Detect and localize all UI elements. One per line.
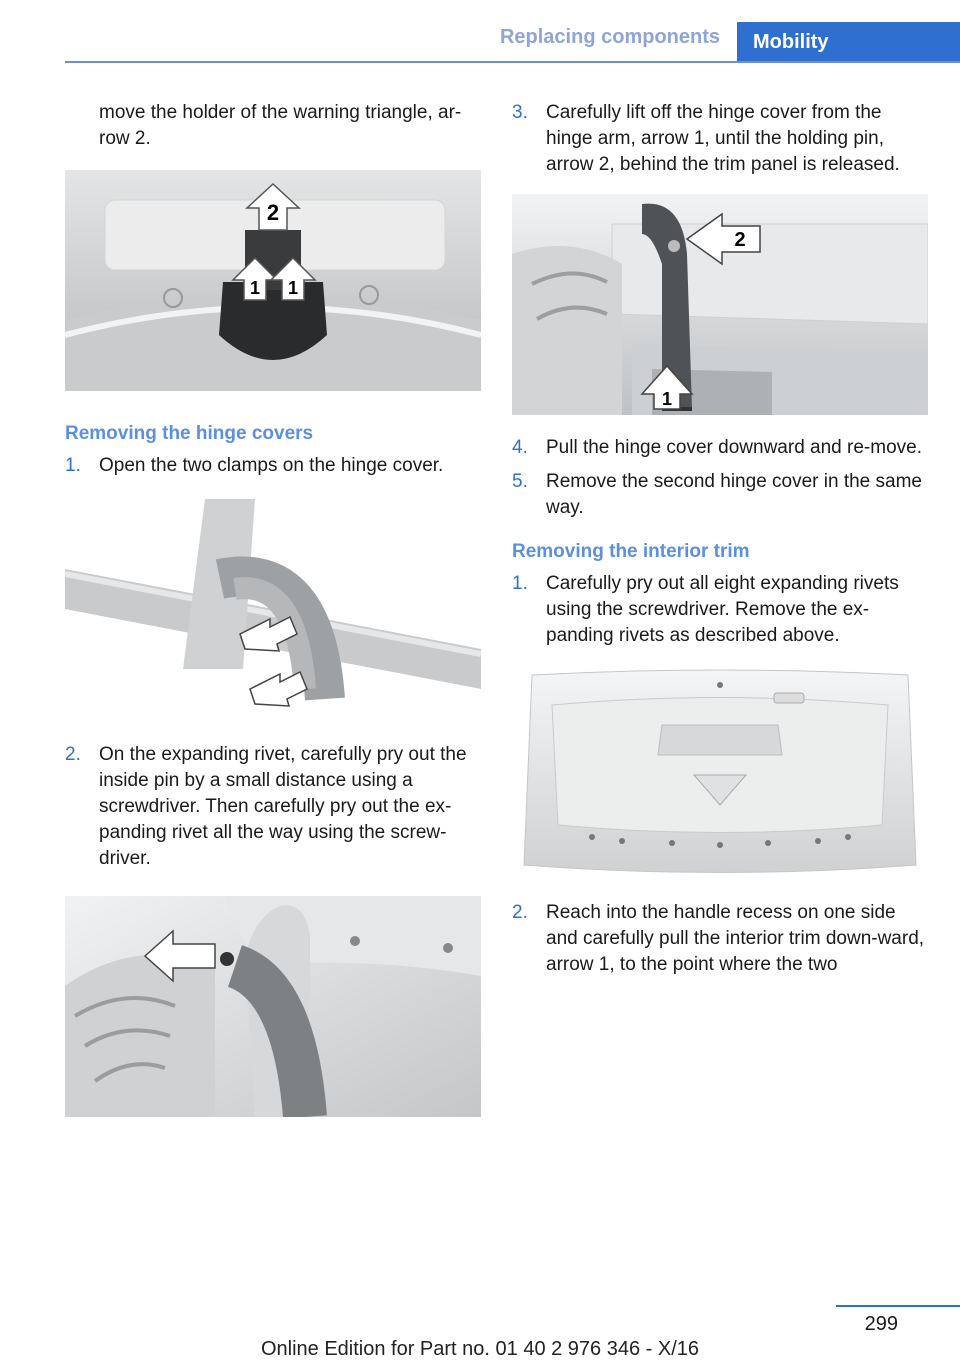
step-number: 1. <box>65 455 81 476</box>
hinge-step-3 <box>512 100 928 178</box>
step-number: 5. <box>512 471 528 492</box>
hinge-step-2 <box>65 742 481 872</box>
fig-hinge-label-2: 2 <box>734 229 746 251</box>
step-text: On the expanding rivet, carefully pry out the inside pin by a small distance using a screwdriver. Then carefully pry out the ex-panding rivet all the way using the screw-driver. <box>99 744 467 869</box>
header-section-title: Replacing components <box>499 26 720 48</box>
figure-hinge-clamps <box>65 499 481 720</box>
figure-hinge-cover-lift <box>512 194 928 415</box>
step-text: Carefully pry out all eight expanding rivets using the screwdriver. Remove the ex-panding rivets as described above. <box>546 573 899 646</box>
step-number: 4. <box>512 437 528 458</box>
page-header <box>0 0 960 64</box>
hinge-step-1 <box>65 453 481 479</box>
step-text: Reach into the handle recess on one side and carefully pull the interior trim down-ward, arrow 1, to the point where the two <box>546 902 925 975</box>
trim-step-1 <box>512 571 928 649</box>
right-column <box>512 100 928 978</box>
trim-step-2 <box>512 900 928 978</box>
page-number: 299 <box>864 1313 898 1335</box>
fig-hinge-label-1: 1 <box>661 389 673 409</box>
step-text: Remove the second hinge cover in the same way. <box>546 471 922 518</box>
fig1-label-1b: 1 <box>287 278 299 298</box>
hinge-step-4 <box>512 435 928 461</box>
fig1-label-1a: 1 <box>249 278 261 298</box>
step-text: Carefully lift off the hinge cover from the hinge arm, arrow 1, until the holding pin, arrow 2, behind the trim panel is released. <box>546 102 900 175</box>
heading-interior-trim: Removing the interior trim <box>512 541 750 562</box>
figure-interior-trim <box>512 665 928 886</box>
step-number: 2. <box>65 744 81 765</box>
step-number: 3. <box>512 102 528 123</box>
fig1-label-2: 2 <box>266 200 280 225</box>
heading-hinge-covers: Removing the hinge covers <box>65 423 314 444</box>
figure-warning-triangle-holder <box>65 170 481 391</box>
step-number: 1. <box>512 573 528 594</box>
left-column <box>65 100 481 1117</box>
header-rule <box>65 61 960 63</box>
step-text: Pull the hinge cover downward and re-move. <box>546 437 922 458</box>
step-text: Open the two clamps on the hinge cover. <box>99 455 444 476</box>
intro-text: move the holder of the warning triangle, ar- row 2. <box>99 102 462 149</box>
footer-rule <box>836 1305 960 1307</box>
step-number: 2. <box>512 902 528 923</box>
header-chapter-tab: Mobility <box>737 22 960 63</box>
figure-expanding-rivet <box>65 896 481 1117</box>
footer-edition: Online Edition for Part no. 01 40 2 976 346 - X/16 <box>260 1338 700 1360</box>
hinge-step-5 <box>512 469 928 521</box>
